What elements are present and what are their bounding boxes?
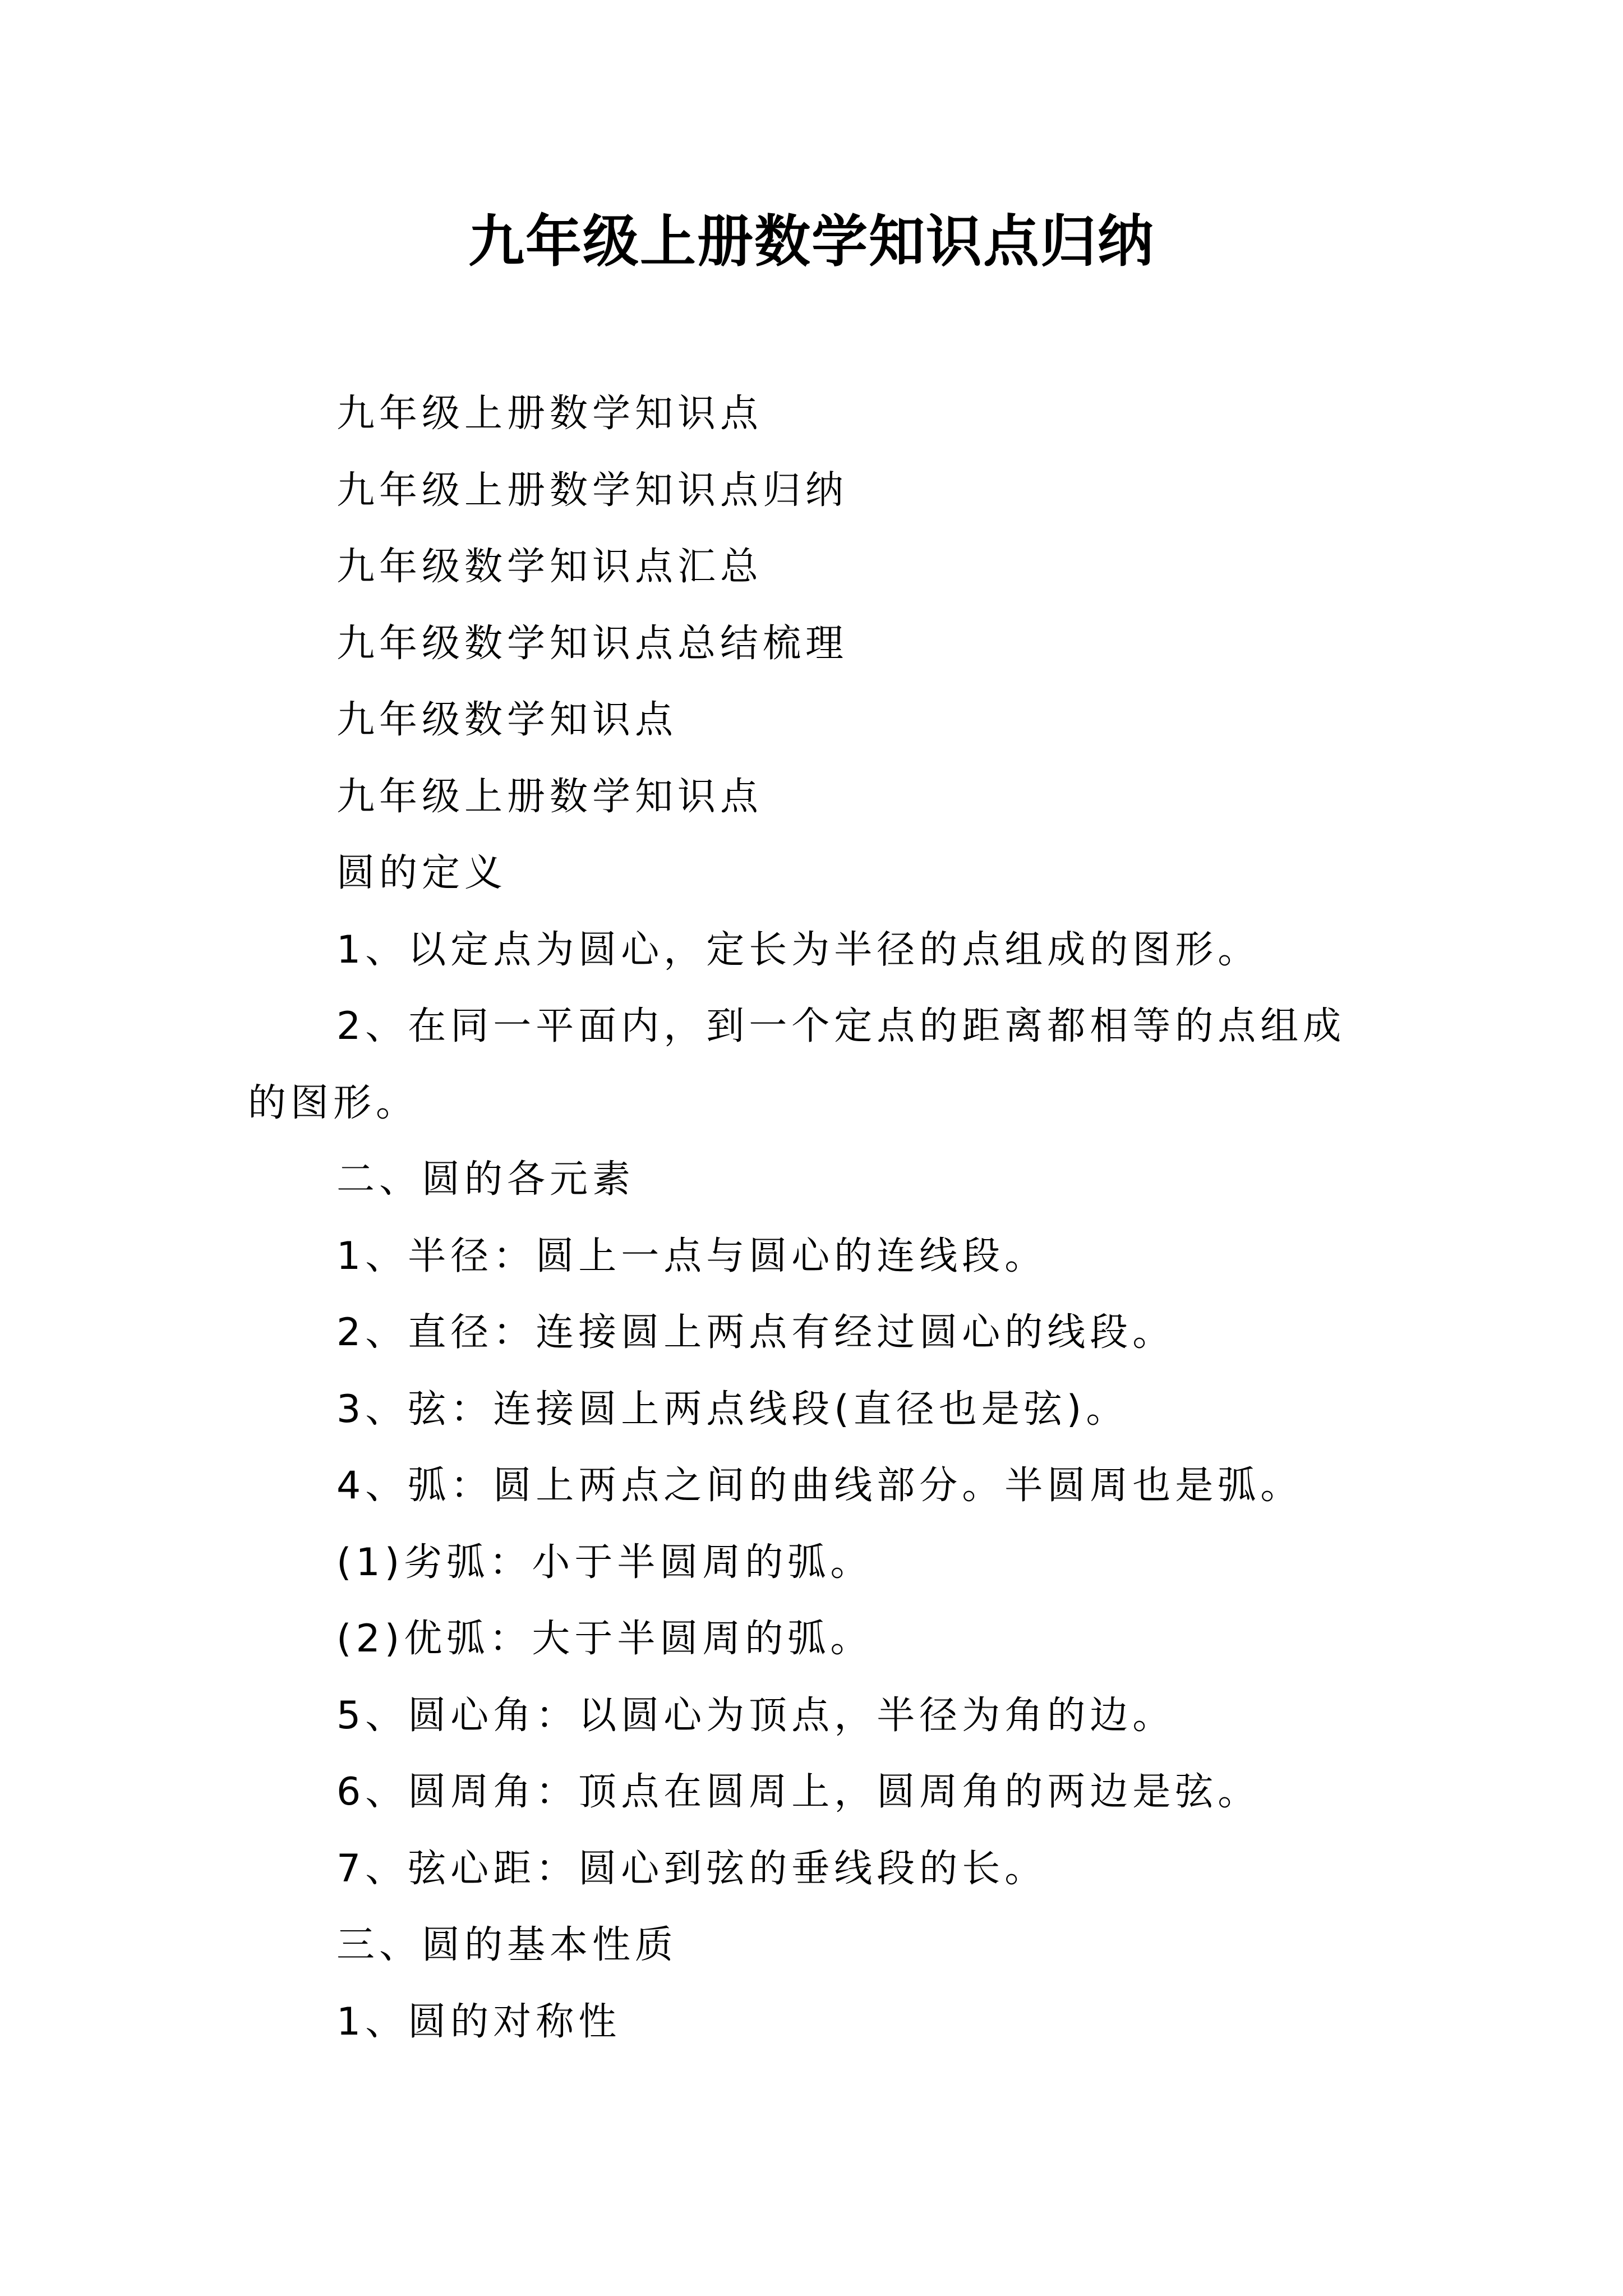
- text-line: 九年级上册数学知识点归纳: [336, 468, 849, 513]
- text-line: 九年级数学知识点汇总: [336, 545, 763, 589]
- text-line-continuation: 的图形。: [248, 1080, 419, 1125]
- text-line: 1、圆的对称性: [336, 1999, 621, 2044]
- text-line: (1)劣弧：小于半圆周的弧。: [336, 1540, 873, 1585]
- text-line: 5、圆心角：以圆心为顶点，半径为角的边。: [336, 1693, 1175, 1738]
- section-heading: 圆的定义: [336, 851, 508, 895]
- text-line: 2、直径：连接圆上两点有经过圆心的线段。: [336, 1310, 1175, 1355]
- text-line: 1、半径：圆上一点与圆心的连线段。: [336, 1234, 1048, 1278]
- section-heading: 二、圆的各元素: [336, 1157, 635, 1202]
- document-title: 九年级上册数学知识点归纳: [468, 208, 1155, 274]
- text-line: 九年级上册数学知识点: [336, 774, 763, 819]
- text-line: 1、以定点为圆心，定长为半径的点组成的图形。: [336, 927, 1261, 972]
- text-line: 2、在同一平面内，到一个定点的距离都相等的点组成: [336, 1004, 1346, 1048]
- text-line: 九年级上册数学知识点: [336, 392, 763, 436]
- text-line: 4、弧：圆上两点之间的曲线部分。半圆周也是弧。: [336, 1464, 1303, 1508]
- text-line: 6、圆周角：顶点在圆周上，圆周角的两边是弦。: [336, 1770, 1261, 1814]
- text-line: 九年级数学知识点: [336, 698, 678, 742]
- text-line: 3、弦：连接圆上两点线段(直径也是弦)。: [336, 1387, 1129, 1432]
- document-body: [248, 376, 1386, 2060]
- text-line: 7、弦心距：圆心到弦的垂线段的长。: [336, 1846, 1048, 1891]
- section-heading: 三、圆的基本性质: [336, 1923, 678, 1967]
- text-line: 九年级数学知识点总结梳理: [336, 621, 849, 666]
- text-line: (2)优弧：大于半圆周的弧。: [336, 1617, 873, 1661]
